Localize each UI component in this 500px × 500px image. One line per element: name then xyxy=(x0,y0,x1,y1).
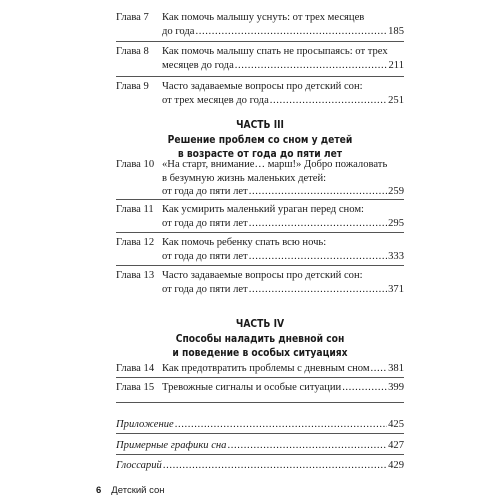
footer-page-number: 6 xyxy=(96,485,102,496)
entry-divider xyxy=(116,265,404,266)
part-title-line: и поведение в особых ситуациях xyxy=(172,348,348,359)
chapter-title-line: месяцев до года xyxy=(162,59,234,71)
dot-leader xyxy=(196,25,388,39)
chapter-number: Глава 7 xyxy=(116,12,149,23)
dot-leader xyxy=(371,362,388,376)
toc-entry-chapter-15[interactable] xyxy=(116,381,404,395)
toc-entry-glossary[interactable] xyxy=(116,459,404,473)
dot-leader xyxy=(235,59,388,73)
chapter-title-line: в безумную жизнь маленьких детей: xyxy=(162,172,327,184)
toc-entry-chapter-14[interactable] xyxy=(116,362,404,376)
dot-leader xyxy=(249,283,387,297)
appendix-title: Приложение xyxy=(116,419,174,430)
toc-entry-chapter-13[interactable] xyxy=(116,269,404,296)
toc-entry-chapter-7[interactable] xyxy=(116,11,404,38)
chapter-title-line: Как помочь малышу спать не просыпаясь: от трех xyxy=(162,46,388,57)
page-number: 295 xyxy=(388,217,404,229)
chapter-number: Глава 8 xyxy=(116,46,149,57)
entry-divider xyxy=(116,402,404,403)
chapter-title-line: Тревожные сигналы и особые ситуации xyxy=(162,382,342,393)
page-number: 399 xyxy=(388,382,404,393)
page-number: 425 xyxy=(388,419,404,430)
chapter-number: Глава 9 xyxy=(116,81,149,92)
entry-divider xyxy=(116,433,404,434)
toc-entry-sleep-schedules[interactable] xyxy=(116,439,404,453)
chapter-title-line: до года xyxy=(162,25,195,37)
appendix-title: Глоссарий xyxy=(116,460,162,471)
toc-entry-chapter-10[interactable] xyxy=(116,158,404,199)
entry-divider xyxy=(116,377,404,378)
running-title: Детский сон xyxy=(111,485,165,496)
chapter-number: Глава 10 xyxy=(116,159,155,170)
chapter-title-line: Как помочь ребенку спать всю ночь: xyxy=(162,237,327,248)
dot-leader xyxy=(270,94,387,108)
chapter-number: Глава 11 xyxy=(116,204,154,215)
part-heading-3 xyxy=(116,119,404,163)
chapter-title-line: Как помочь малышу уснуть: от трех месяцев xyxy=(162,12,365,23)
chapter-number: Глава 13 xyxy=(116,270,155,281)
dot-leader xyxy=(342,381,387,395)
chapter-title-line: Часто задаваемые вопросы про детский сон: xyxy=(162,81,363,92)
chapter-number: Глава 12 xyxy=(116,237,155,248)
entry-divider xyxy=(116,232,404,233)
chapter-title-line: Часто задаваемые вопросы про детский сон: xyxy=(162,270,363,281)
page-number: 185 xyxy=(388,25,404,37)
page-number: 259 xyxy=(388,186,404,197)
toc-entry-appendix[interactable] xyxy=(116,418,404,432)
part-heading-4 xyxy=(116,318,404,362)
dot-leader xyxy=(163,459,387,473)
chapter-title-line: от года до пяти лет xyxy=(162,217,248,229)
chapter-title-line: от года до пяти лет xyxy=(162,250,248,262)
part-label: ЧАСТЬ IV xyxy=(235,319,285,330)
page-number: 427 xyxy=(388,440,404,451)
toc-entry-chapter-8[interactable] xyxy=(116,45,404,72)
part-title-line: Способы наладить дневной сон xyxy=(175,333,345,345)
part-title-line: в возрасте от года до пяти лет xyxy=(177,149,343,160)
entry-divider xyxy=(116,454,404,455)
page-number: 381 xyxy=(388,363,404,374)
part-label: ЧАСТЬ III xyxy=(236,120,284,131)
chapter-title-line: от года до пяти лет xyxy=(162,186,248,197)
toc-entry-chapter-12[interactable] xyxy=(116,236,404,263)
page-footer xyxy=(96,485,165,496)
entry-divider xyxy=(116,76,404,77)
entry-divider xyxy=(116,199,404,200)
page-number: 251 xyxy=(388,94,404,106)
toc-entry-chapter-9[interactable] xyxy=(116,80,404,107)
dot-leader xyxy=(249,185,387,199)
chapter-number: Глава 15 xyxy=(116,382,155,393)
page-number: 371 xyxy=(388,283,404,295)
dot-leader xyxy=(249,250,387,264)
page-number: 211 xyxy=(388,59,404,71)
chapter-title-line: от года до пяти лет xyxy=(162,283,248,295)
chapter-title-line: от трех месяцев до года xyxy=(162,94,269,106)
dot-leader xyxy=(227,439,387,453)
appendix-title: Примерные графики сна xyxy=(116,440,227,451)
entry-divider xyxy=(116,41,404,42)
dot-leader xyxy=(175,418,387,432)
page-number: 429 xyxy=(388,460,404,471)
page-number: 333 xyxy=(388,250,404,262)
dot-leader xyxy=(249,217,387,231)
chapter-title-line: Как усмирить маленький ураган перед сном: xyxy=(162,204,364,215)
toc-entry-chapter-11[interactable] xyxy=(116,203,404,230)
part-title-line: Решение проблем со сном у детей xyxy=(167,134,353,146)
chapter-number: Глава 14 xyxy=(116,363,155,374)
chapter-title-line: Как предотвратить проблемы с дневным сном xyxy=(162,363,370,374)
chapter-title-line: «На старт, внимание… марш!» Добро пожаловать xyxy=(162,159,388,170)
